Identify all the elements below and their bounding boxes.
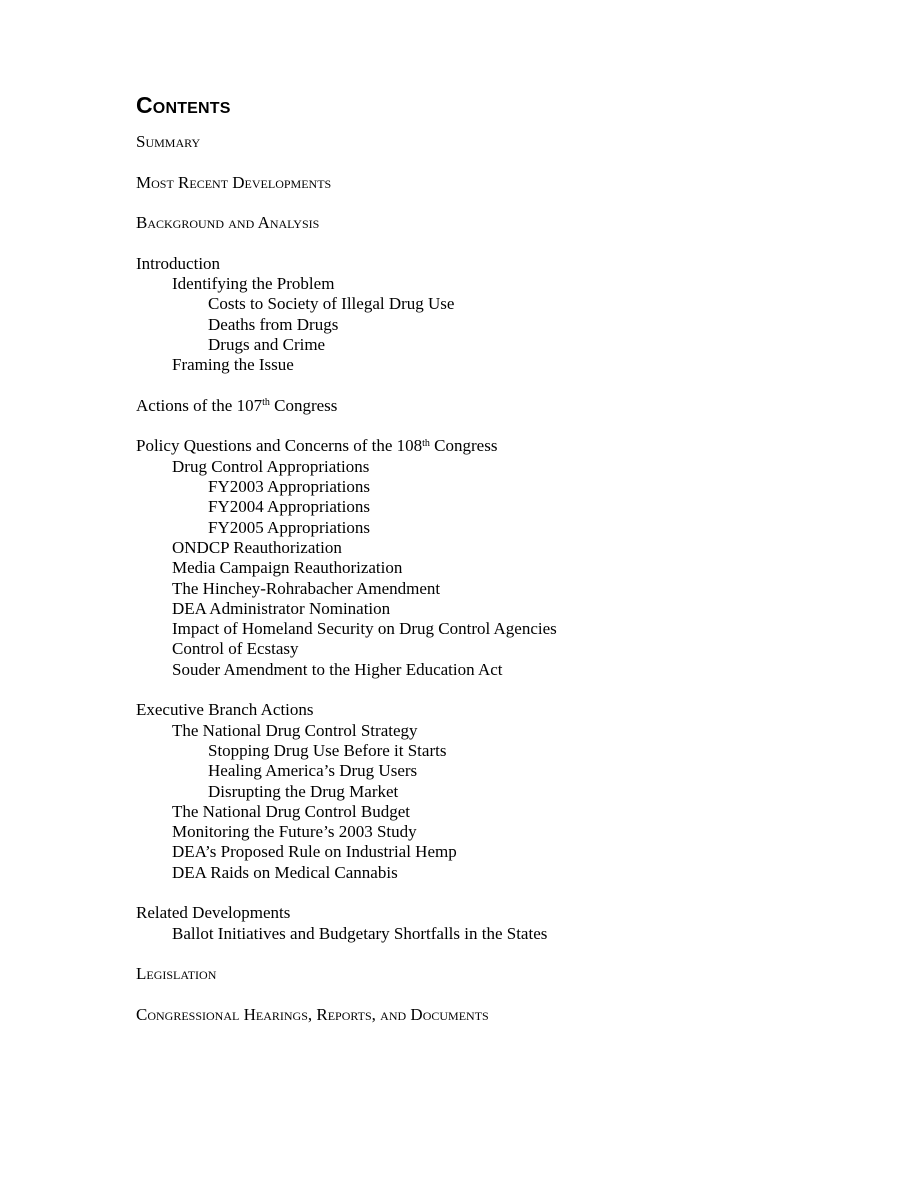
toc-ballot-initiatives[interactable]: Ballot Initiatives and Budgetary Shortfalls in the States: [172, 923, 548, 943]
toc-congressional-hearings[interactable]: Congressional Hearings, Reports, and Documents: [136, 1004, 489, 1024]
toc-policy-108-text: Policy Questions and Concerns of the 108: [136, 436, 423, 456]
toc-actions-107-sup: th: [262, 397, 270, 409]
toc-control-of-ecstasy[interactable]: Control of Ecstasy: [172, 639, 299, 659]
contents-page: [136, 92, 876, 1025]
spacer: [136, 984, 876, 1004]
toc-national-drug-control-strategy[interactable]: The National Drug Control Strategy: [172, 720, 418, 740]
spacer: [136, 680, 876, 700]
toc-legislation[interactable]: Legislation: [136, 964, 217, 984]
toc-summary[interactable]: Summary: [136, 132, 201, 151]
spacer: [136, 944, 876, 964]
toc-monitoring-the-future[interactable]: Monitoring the Future’s 2003 Study: [172, 822, 417, 842]
toc-policy-questions-108th-congress[interactable]: [136, 436, 876, 456]
toc-background-and-analysis[interactable]: Background and Analysis: [136, 213, 320, 233]
toc-executive-branch-actions[interactable]: Executive Branch Actions: [136, 700, 314, 720]
spacer: [136, 416, 876, 436]
toc-most-recent-developments[interactable]: Most Recent Developments: [136, 172, 332, 192]
toc-dea-raids-medical-cannabis[interactable]: DEA Raids on Medical Cannabis: [172, 862, 398, 882]
toc-fy2005-appropriations[interactable]: FY2005 Appropriations: [208, 517, 370, 537]
toc-drugs-and-crime[interactable]: Drugs and Crime: [208, 334, 326, 354]
toc-fy2004-appropriations[interactable]: FY2004 Appropriations: [208, 497, 370, 517]
toc-framing-the-issue[interactable]: Framing the Issue: [172, 355, 294, 375]
toc-disrupting-drug-market[interactable]: Disrupting the Drug Market: [208, 781, 399, 801]
toc-policy-108-sup: th: [422, 437, 430, 449]
toc-actions-107-suffix: Congress: [269, 395, 338, 415]
toc-actions-107th-congress[interactable]: [136, 396, 876, 416]
toc-healing-drug-users[interactable]: Healing America’s Drug Users: [208, 761, 418, 781]
toc-fy2003-appropriations[interactable]: FY2003 Appropriations: [208, 477, 370, 497]
toc-impact-of-homeland-security[interactable]: Impact of Homeland Security on Drug Control Agencies: [172, 619, 557, 639]
spacer: [136, 193, 876, 213]
toc-actions-107-text: Actions of the 107: [136, 395, 263, 415]
toc-introduction[interactable]: Introduction: [136, 253, 221, 273]
toc-dea-industrial-hemp[interactable]: DEA’s Proposed Rule on Industrial Hemp: [172, 842, 457, 862]
toc-identifying-the-problem[interactable]: Identifying the Problem: [172, 274, 335, 294]
toc-policy-108-suffix: Congress: [429, 436, 498, 456]
spacer: [136, 883, 876, 903]
toc-souder-amendment[interactable]: Souder Amendment to the Higher Education Act: [172, 659, 503, 679]
toc-related-developments[interactable]: Related Developments: [136, 903, 291, 923]
page-title: Contents: [136, 92, 231, 118]
toc-dea-administrator-nomination[interactable]: DEA Administrator Nomination: [172, 598, 391, 618]
toc-ondcp-reauthorization[interactable]: ONDCP Reauthorization: [172, 537, 342, 557]
toc-drug-control-appropriations[interactable]: Drug Control Appropriations: [172, 456, 370, 476]
toc-hinchey-rohrabacher-amendment[interactable]: The Hinchey-Rohrabacher Amendment: [172, 578, 441, 598]
spacer: [136, 152, 876, 172]
toc-media-campaign-reauthorization[interactable]: Media Campaign Reauthorization: [172, 558, 403, 578]
toc-national-drug-control-budget[interactable]: The National Drug Control Budget: [172, 801, 410, 821]
toc-deaths-from-drugs[interactable]: Deaths from Drugs: [208, 314, 339, 334]
toc-costs-to-society[interactable]: Costs to Society of Illegal Drug Use: [208, 294, 455, 314]
toc-stopping-drug-use[interactable]: Stopping Drug Use Before it Starts: [208, 740, 447, 760]
spacer: [136, 376, 876, 396]
spacer: [136, 233, 876, 253]
